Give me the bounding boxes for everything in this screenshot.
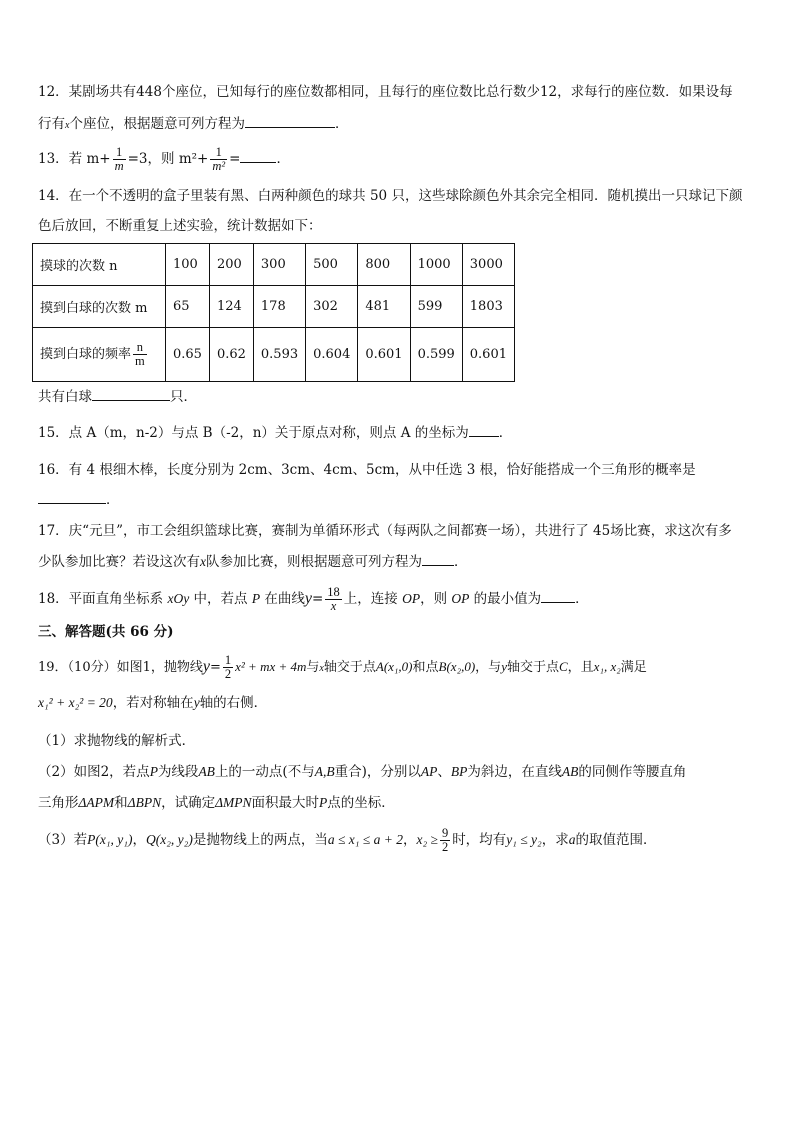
q19-line2: x₁² + x₂² = 20，若对称轴在y轴的右侧． (38, 695, 268, 711)
q19-part1: （1）求抛物线的解析式． (38, 733, 196, 749)
table-cell: 0.601 (462, 328, 514, 382)
q15-line: 15．点 A（m，n-2）与点 B（-2，n）关于原点对称，则点 A 的坐标为 ． (38, 425, 513, 441)
table-cell: 200 (209, 244, 253, 286)
table-cell: 3000 (462, 244, 514, 286)
q19-part3: （3）若P(x₁, y₁)，Q(x₂, y₂)是抛物线上的两点，当a ≤ x₁ ≤ a + 2，x₂ ≥ $\frac{9}{2}$ 时，均有y₁ ≤ y₂，求a的取值范围． (38, 826, 657, 854)
q18-answer-blank[interactable] (541, 590, 575, 603)
q12-line2: 行有x个座位，根据题意可列方程为 ． (38, 116, 349, 132)
q17-answer-blank[interactable] (422, 553, 454, 566)
table-row (33, 328, 515, 382)
table-cell: 302 (306, 286, 358, 328)
q18-line: 18．平面直角坐标系 xOy 中，若点 P 在曲线y= $\frac{18}{x}$ 上，连接 OP，则 OP 的最小值为 ． (38, 585, 589, 613)
q12-answer-blank[interactable] (245, 115, 335, 128)
q16-answer-blank[interactable] (38, 491, 106, 504)
q17-line2: 少队参加比赛？若设这次有x队参加比赛，则根据题意可列方程为 ． (38, 554, 468, 570)
q19-line1: 19．（10分）如图1，抛物线y= $\frac{1}{2}$ x² + mx + 4m与x轴交于点A(x₁,0)和点B(x₂,0)，与y轴交于点C，且x₁, x₂满足 (38, 653, 647, 681)
row-label: 摸球的次数 n (33, 244, 166, 286)
table-cell: 300 (253, 244, 305, 286)
table-cell: 178 (253, 286, 305, 328)
q14-answer-blank[interactable] (92, 388, 170, 401)
row-label: 摸到白球的频率 $\frac{n}{m}$ (33, 328, 166, 382)
table-cell: 800 (358, 244, 410, 286)
table-cell: 0.62 (209, 328, 253, 382)
q16-line2: ． (38, 491, 764, 509)
q19-part2-line2: 三角形ΔAPM和ΔBPN，试确定ΔMPN面积最大时P点的坐标． (38, 795, 395, 811)
table-row (33, 244, 515, 286)
q17-line1: 17．庆“元旦”，市工会组织篮球比赛，赛制为单循环形式（每两队之间都赛一场），共进行了 45场比赛，求这次有多 (38, 523, 732, 539)
q13-answer-blank[interactable] (240, 150, 276, 163)
table-cell: 0.593 (253, 328, 305, 382)
q13-line: 13．若 m+ $\frac{1}{m}$ =3，则 m²+ $\frac{1}{\text{m²}}$ = ． (38, 145, 290, 173)
q16-line1: 16．有 4 根细木棒，长度分别为 2cm、3cm、4cm、5cm，从中任选 3 根，恰好能搭成一个三角形的概率是 (38, 462, 696, 478)
q19-part2-line1: （2）如图2，若点P为线段AB上的一动点(不与A,B重合)，分别以AP、BP为斜边，在直线AB的同侧作等腰直角 (38, 764, 687, 780)
q12-line1: 12．某剧场共有448个座位，已知每行的座位数都相同，且每行的座位数比总行数少12，求每行的座位数．如果设每 (38, 84, 733, 100)
table-cell: 0.604 (306, 328, 358, 382)
table-cell: 124 (209, 286, 253, 328)
table-cell: 0.601 (358, 328, 410, 382)
section-heading: 三、解答题(共 66 分) (38, 624, 174, 640)
table-cell: 0.599 (410, 328, 462, 382)
table-cell: 100 (166, 244, 210, 286)
q14-line2: 色后放回，不断重复上述实验，统计数据如下： (38, 218, 322, 234)
q14-tail: 共有白球 只． (38, 389, 197, 405)
table-cell: 500 (306, 244, 358, 286)
table-cell: 1000 (410, 244, 462, 286)
table-cell: 599 (410, 286, 462, 328)
q15-answer-blank[interactable] (469, 424, 499, 437)
q14-line1: 14．在一个不透明的盒子里装有黑、白两种颜色的球共 50 只，这些球除颜色外其余完全相同．随机摸出一只球记下颜 (38, 188, 743, 204)
table-cell: 1803 (462, 286, 514, 328)
row-label: 摸到白球的次数 m (33, 286, 166, 328)
table-cell: 65 (166, 286, 210, 328)
frequency-table (32, 243, 515, 382)
table-cell: 481 (358, 286, 410, 328)
table-row (33, 286, 515, 328)
table-cell: 0.65 (166, 328, 210, 382)
